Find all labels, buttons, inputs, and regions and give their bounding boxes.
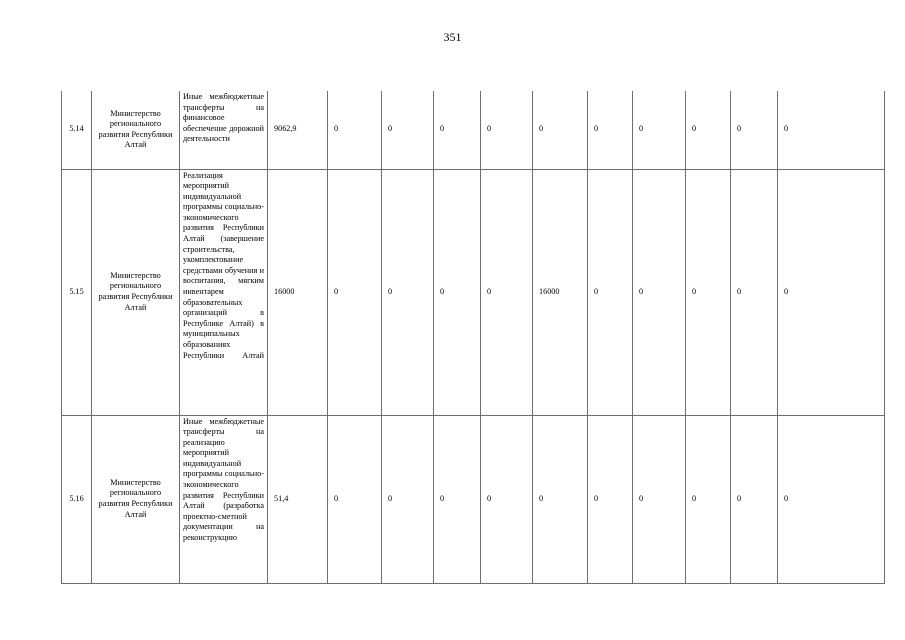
value-cell: 0: [481, 169, 533, 415]
value-cell: 0: [778, 415, 885, 583]
organization-cell: Министерство регионального развития Республики Алтай: [92, 91, 180, 169]
value-cell: 0: [434, 169, 481, 415]
value-cell: 0: [328, 169, 382, 415]
value-cell: 0: [778, 169, 885, 415]
value-cell: 0: [434, 415, 481, 583]
row-number-cell: 5.16: [62, 415, 92, 583]
value-cell: 0: [686, 415, 731, 583]
value-cell: 0: [328, 415, 382, 583]
value-cell: 0: [533, 91, 588, 169]
value-cell: 0: [382, 169, 434, 415]
organization-cell: Министерство регионального развития Республики Алтай: [92, 415, 180, 583]
value-cell: 0: [633, 169, 686, 415]
value-cell: 0: [382, 415, 434, 583]
value-cell: 0: [588, 415, 633, 583]
value-cell: 0: [731, 415, 778, 583]
page-number: 351: [443, 30, 462, 44]
value-cell: 0: [533, 415, 588, 583]
value-cell: 0: [588, 91, 633, 169]
value-cell: 16000: [268, 169, 328, 415]
table-row: [62, 91, 885, 169]
value-cell: 16000: [533, 169, 588, 415]
row-number-cell: 5.14: [62, 91, 92, 169]
value-cell: 0: [481, 415, 533, 583]
value-cell: 0: [382, 91, 434, 169]
value-cell: 0: [686, 91, 731, 169]
value-cell: 0: [434, 91, 481, 169]
value-cell: 0: [328, 91, 382, 169]
value-cell: 0: [686, 169, 731, 415]
value-cell: 0: [731, 169, 778, 415]
value-cell: 0: [731, 91, 778, 169]
row-number-cell: 5.15: [62, 169, 92, 415]
table-row: [62, 415, 885, 583]
value-cell: 9062,9: [268, 91, 328, 169]
value-cell: 0: [588, 169, 633, 415]
description-cell: Иные межбюджетные трансферты на финансовое обеспечение дорожной деятельности: [180, 91, 268, 169]
value-cell: 0: [778, 91, 885, 169]
value-cell: 51,4: [268, 415, 328, 583]
table-body: [62, 91, 885, 583]
description-cell: Реализация мероприятий индивидуальной программы социально-экономического развития Республики Алтай (завершение строительства, укомплектование средствами обучения и воспитания, мягким инвентарем образовательных организаций в Республике Алтай) в муниципальных образованиях Республики Алтай: [180, 169, 268, 415]
budget-table: [61, 91, 885, 584]
value-cell: 0: [633, 91, 686, 169]
description-cell: Иные межбюджетные трансферты на реализацию мероприятий индивидуальной программы социально-экономического развития Республики Алтай (разработка проектно-сметной документации на реконструкцию: [180, 415, 268, 583]
value-cell: 0: [481, 91, 533, 169]
organization-cell: Министерство регионального развития Республики Алтай: [92, 169, 180, 415]
value-cell: 0: [633, 415, 686, 583]
table-row: [62, 169, 885, 415]
